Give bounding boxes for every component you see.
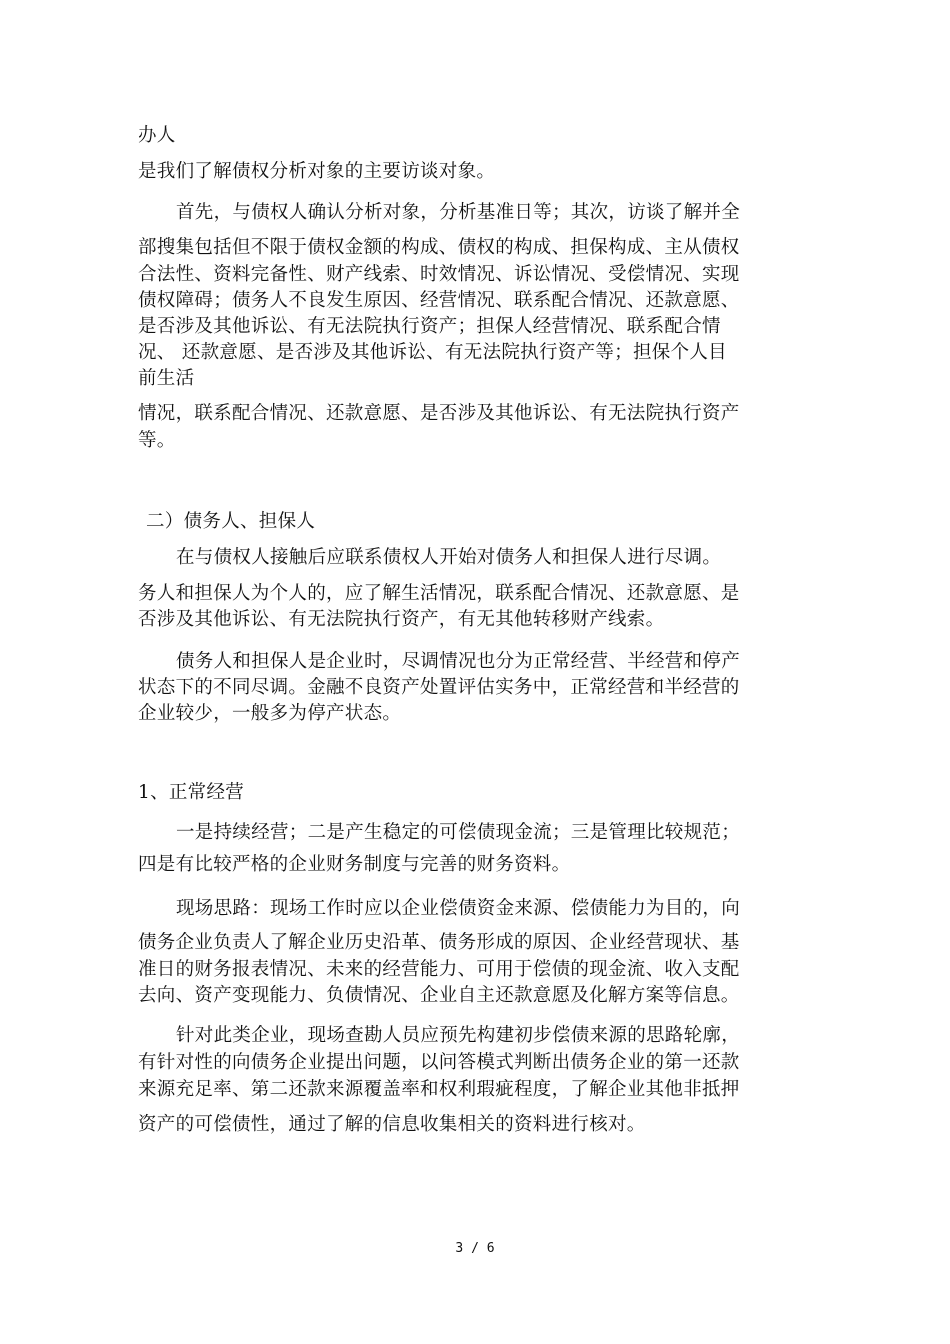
text-line: 针对此类企业，现场查勘人员应预先构建初步偿债来源的思路轮廓， [176,1025,741,1046]
text-line: 一是持续经营；二是产生稳定的可偿债现金流；三是管理比较规范； [176,822,741,843]
text-line: 首先，与债权人确认分析对象，分析基准日等；其次，访谈了解并全 [176,202,741,223]
text-line: 等。 [138,430,176,451]
text-line: 债权障碍；债务人不良发生原因、经营情况、联系配合情况、还款意愿、 [138,290,740,311]
text-line: 债务企业负责人了解企业历史沿革、债务形成的原因、企业经营现状、基 [138,932,740,953]
text-line: 状态下的不同尽调。金融不良资产处置评估实务中，正常经营和半经营的 [138,677,740,698]
text-line: 在与债权人接触后应联系债权人开始对债务人和担保人进行尽调。 [176,547,722,568]
text-line: 前生活 [138,368,195,389]
text-line: 是否涉及其他诉讼、有无法院执行资产；担保人经营情况、联系配合情 [138,316,721,337]
text-line: 务人和担保人为个人的，应了解生活情况，联系配合情况、还款意愿、是 [138,583,740,604]
text-line: 债务人和担保人是企业时，尽调情况也分为正常经营、半经营和停产 [176,651,741,672]
page-number: 3 / 6 [455,1241,495,1256]
text-line: 去向、资产变现能力、负债情况、企业自主还款意愿及化解方案等信息。 [138,985,740,1006]
text-line: 准日的财务报表情况、未来的经营能力、可用于偿债的现金流、收入支配 [138,959,740,980]
text-line: 部搜集包括但不限于债权金额的构成、债权的构成、担保构成、主从债权 [138,237,740,258]
text-line: 现场思路：现场工作时应以企业偿债资金来源、偿债能力为目的，向 [176,898,741,919]
text-line: 四是有比较严格的企业财务制度与完善的财务资料。 [138,854,571,875]
section-heading: 1、正常经营 [138,782,245,803]
text-line: 否涉及其他诉讼、有无法院执行资产，有无其他转移财产线索。 [138,609,665,630]
section-heading: 二）债务人、担保人 [146,511,316,532]
text-line: 资产的可偿债性，通过了解的信息收集相关的资料进行核对。 [138,1114,646,1135]
text-line: 情况，联系配合情况、还款意愿、是否涉及其他诉讼、有无法院执行资产 [138,403,740,424]
text-line: 合法性、资料完备性、财产线索、时效情况、诉讼情况、受偿情况、实现 [138,264,740,285]
text-line: 办人 [138,125,176,146]
text-line: 是我们了解债权分析对象的主要访谈对象。 [138,161,496,182]
text-line: 况、 还款意愿、是否涉及其他诉讼、有无法院执行资产等；担保个人目 [138,342,727,363]
text-line: 来源充足率、第二还款来源覆盖率和权利瑕疵程度，了解企业其他非抵押 [138,1079,740,1100]
text-line: 有针对性的向债务企业提出问题，以问答模式判断出债务企业的第一还款 [138,1052,740,1073]
text-line: 企业较少，一般多为停产状态。 [138,703,402,724]
